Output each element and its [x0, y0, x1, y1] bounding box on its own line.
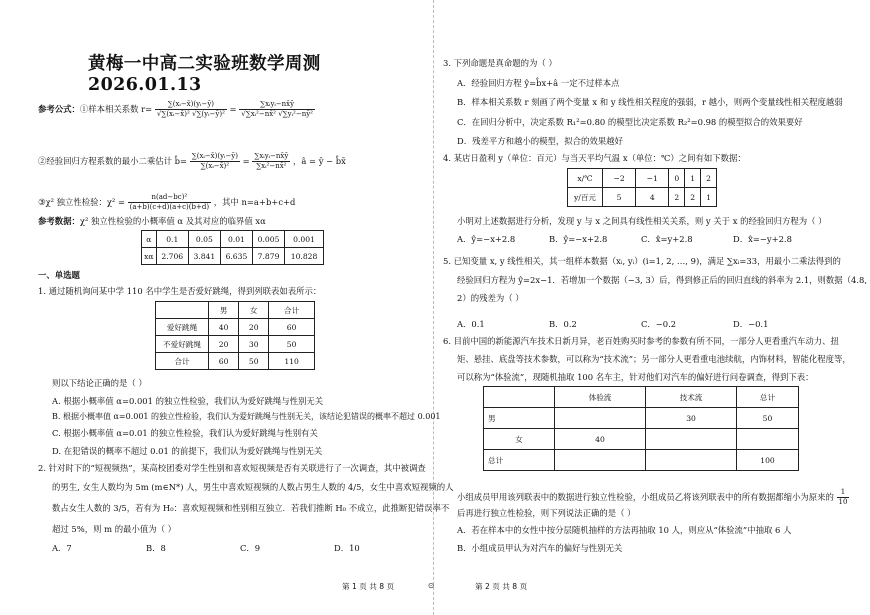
q6-fraction — [837, 488, 850, 507]
q3-option-a: A．经验回归方程 ŷ=b̂x+â 一定不过样本点 — [457, 78, 620, 88]
table-cell: 60 — [209, 353, 239, 370]
table-cell: 10.828 — [285, 248, 324, 265]
footer-mid: ⊙ — [428, 581, 435, 590]
table-row — [156, 353, 315, 370]
q4-stem: 4. 某店日盈利 y（单位：百元）与当天平均气温 x（单位：℃）之间有如下数据： — [443, 153, 746, 163]
table-cell: −1 — [636, 169, 669, 188]
table-row — [484, 408, 799, 429]
q4-option-b: B．ŷ=−x+2.8 — [549, 234, 608, 244]
footer-right: 第 2 页 共 8 页 — [475, 582, 528, 591]
q2-line-4: 超过 5%，则 m 的最小值为（ ） — [52, 524, 177, 534]
table-cell: x/℃ — [568, 169, 603, 188]
q6-frac-numerator: 1 — [837, 488, 850, 498]
q1-option-a: A. 根据小概率值 α=0.001 的独立性检验，我们认为爱好跳绳与性别无关 — [52, 396, 324, 406]
table-cell: 50 — [269, 336, 315, 353]
table-row — [156, 302, 315, 319]
f1-denominator: √∑(xᵢ−x̄)² √∑(yᵢ−ȳ)² — [156, 110, 225, 118]
table-cell: 总计 — [484, 450, 555, 471]
f2-denominator-2: ∑xᵢ²−nx̄² — [256, 162, 287, 170]
table-cell: 2.706 — [156, 248, 188, 265]
formula-2-label: ②经验回归方程系数的最小二乘估计 b̂= — [38, 156, 188, 166]
table-cell: 5 — [603, 188, 636, 207]
table-cell: 20 — [209, 336, 239, 353]
data-text: χ² 独立性检验的小概率值 α 及其对应的临界值 xα — [79, 216, 266, 226]
table-cell — [646, 429, 737, 450]
formula-3 — [38, 193, 295, 212]
q3-option-b: B．样本相关系数 r 刻画了两个变量 x 和 y 线性相关程度的强弱，r 越小，则两个变量线性相关程度越弱 — [457, 97, 843, 107]
f2-denominator: ∑(xᵢ−x̄)² — [200, 162, 230, 170]
table-cell: 1 — [685, 169, 701, 188]
formula-3-tail: ，其中 n=a+b+c+d — [213, 197, 296, 207]
q1-question: 则以下结论正确的是（ ） — [52, 378, 147, 388]
table-cell: 总计 — [737, 387, 799, 408]
q5-line-1: 5. 已知变量 x, y 线性相关，其一组样本数据（xᵢ, yᵢ）(i=1, 2, …, 9)，满足 ∑xᵢ=33，用最小二乘法得到的 — [443, 256, 841, 266]
reference-data — [38, 216, 266, 227]
q5-option-c: C．−0.2 — [641, 319, 677, 329]
q2-option-c: C．9 — [240, 543, 261, 553]
table-cell: 爱好跳绳 — [156, 319, 209, 336]
footer-left: 第 1 页 共 8 页 — [342, 582, 395, 591]
formula-1-fraction-2 — [239, 100, 315, 119]
q2-option-a: A．7 — [52, 543, 72, 553]
q1-table — [155, 301, 315, 370]
table-cell: 3.841 — [188, 248, 220, 265]
table-cell: 0 — [669, 169, 685, 188]
table-cell: 30 — [239, 336, 269, 353]
table-cell — [555, 450, 646, 471]
section-heading: 一、单选题 — [38, 270, 80, 280]
table-cell: 0.001 — [285, 231, 324, 248]
q2-option-d: D．10 — [334, 543, 360, 553]
table-cell: 40 — [555, 429, 646, 450]
q4-option-d: D．x̂=−y+2.8 — [733, 234, 792, 244]
table-cell: 合计 — [156, 353, 209, 370]
table-cell: 60 — [269, 319, 315, 336]
data-label: 参考数据： — [38, 216, 80, 226]
table-cell: 2 — [685, 188, 701, 207]
f3-numerator: n(ad−bc)² — [128, 193, 211, 203]
formula-1: 参考公式：①样本相关系数 r= $\frac{\text{∑(xᵢ−x̄)(yᵢ−ȳ)}}{\text{√∑(xᵢ−x̄)² √∑(yᵢ−ȳ)²}}$ = $\frac{\text{∑xᵢyᵢ−nx̄ȳ}}{\text{√∑xᵢ²−nx̄² √∑yᵢ²−nȳ²}}$ — [38, 100, 313, 118]
right-page — [435, 0, 870, 615]
q6-table — [483, 386, 799, 471]
q4-question: 小明对上述数据进行分析，发现 y 与 x 之间具有线性相关关系，则 y 关于 x 的经验回归方程为（ ） — [457, 216, 827, 226]
q4-option-a: A．ŷ=−x+2.8 — [457, 234, 516, 244]
formula-1-fraction — [155, 100, 227, 119]
table-row — [156, 336, 315, 353]
q6-line-1: 6. 目前中国的新能源汽车技术日新月异，老百姓购买时参考的参数有所不同，一部分人更看重汽车动力、扭 — [443, 336, 839, 346]
formula-2-fraction-2 — [252, 152, 290, 171]
table-cell: 2 — [669, 188, 685, 207]
formula-3-fraction — [128, 193, 211, 212]
table-cell: 体验流 — [555, 387, 646, 408]
table-cell: xα — [142, 248, 157, 265]
table-cell: 2 — [701, 169, 717, 188]
formula-3-label: ③χ² 独立性检验：χ² = — [38, 197, 125, 207]
q5-option-d: D．−0.1 — [733, 319, 769, 329]
q4-table — [567, 168, 717, 207]
table-cell — [484, 387, 555, 408]
table-cell — [555, 408, 646, 429]
table-cell: 7.879 — [252, 248, 284, 265]
q1-stem: 1. 通过随机询问某中学 110 名中学生是否爱好跳绳，得到列联表如表所示： — [38, 286, 322, 296]
table-cell: 女 — [239, 302, 269, 319]
f1-numerator: ∑(xᵢ−x̄)(yᵢ−ȳ) — [155, 100, 227, 110]
table-cell: α — [142, 231, 157, 248]
q6-line-2: 矩、悬挂、底盘等技术参数，可以称为“技术流”；另一部分人更看重电池续航，内饰材料，智能化程度等， — [457, 354, 851, 364]
table-row — [568, 188, 717, 207]
table-cell: 男 — [209, 302, 239, 319]
page-title: 黄梅一中高二实验班数学周测 2026.01.13 — [88, 54, 321, 95]
q6-line-3: 可以称为“体验流”，现随机抽取 100 名车主，针对他们对汽车的偏好进行问卷调查，得到下表： — [457, 372, 814, 382]
table-row — [156, 319, 315, 336]
alpha-row — [142, 231, 324, 248]
f2-numerator-2: ∑xᵢyᵢ−nx̄ȳ — [254, 152, 289, 160]
formula-2: ②经验回归方程系数的最小二乘估计 b̂= $\frac{\text{∑(xᵢ−x̄)(yᵢ−ȳ)}}{\text{∑(xᵢ−x̄)²}}$ = $\frac{\text{∑xᵢyᵢ−nx̄ȳ}}{\text{∑xᵢ²−nx̄²}}$ ，â = ȳ − b̂x̄ — [38, 152, 346, 170]
table-cell: 男 — [484, 408, 555, 429]
table-cell — [737, 429, 799, 450]
q1-option-b: B. 根据小概率值 α=0.001 的独立性检验，我们认为爱好跳绳与性别无关，该结论犯错误的概率不超过 0.001 — [52, 412, 441, 421]
table-cell: 0.005 — [252, 231, 284, 248]
table-cell: 1 — [701, 188, 717, 207]
f3-denominator: (a+b)(c+d)(a+c)(b+d) — [129, 203, 210, 211]
table-cell: y/百元 — [568, 188, 603, 207]
q2-option-b: B．8 — [146, 543, 166, 553]
critical-value-row — [142, 248, 324, 265]
ref-label: 参考公式： — [38, 104, 80, 114]
table-cell: −2 — [603, 169, 636, 188]
table-cell: 4 — [636, 188, 669, 207]
f2-numerator: ∑(xᵢ−x̄)(yᵢ−ȳ) — [191, 152, 238, 160]
q4-option-c: C．x̂=y+2.8 — [641, 234, 693, 244]
table-cell: 0.01 — [220, 231, 252, 248]
q3-option-c: C．在回归分析中，决定系数 R₁²=0.80 的模型比决定系数 R₂²=0.98 的模型拟合的效果要好 — [457, 117, 803, 127]
f1-denominator-2: √∑xᵢ²−nx̄² √∑yᵢ²−nȳ² — [241, 110, 313, 118]
q2-line-1: 2. 针对时下的“短视频热”，某高校团委对学生性别和喜欢短视频是否有关联进行了一次调查，其中被调查 — [38, 463, 426, 473]
table-row — [568, 169, 717, 188]
table-cell: 40 — [209, 319, 239, 336]
table-cell: 50 — [737, 408, 799, 429]
formula-2-fraction — [190, 152, 240, 171]
q3-stem: 3. 下列命题是真命题的为（ ） — [443, 58, 557, 68]
formula-1-label: ①样本相关系数 r= — [79, 104, 153, 114]
table-cell: 合计 — [269, 302, 315, 319]
q1-option-c: C. 根据小概率值 α=0.01 的独立性检验，我们认为爱好跳绳与性别有关 — [52, 428, 318, 438]
q6-line-4-text: 小组成员甲用该列联表中的数据进行独立性检验，小组成员乙将该列联表中的所有数据都缩小为原来的 — [457, 492, 834, 502]
table-cell: 20 — [239, 319, 269, 336]
q5-option-a: A．0.1 — [457, 319, 485, 329]
table-row — [484, 387, 799, 408]
q6-option-b: B．小组成员甲认为对汽车的偏好与性别无关 — [457, 543, 623, 553]
q5-line-3: 2）的残差为（ ） — [457, 293, 524, 303]
table-cell: 110 — [269, 353, 315, 370]
f1-numerator-2: ∑xᵢyᵢ−nx̄ȳ — [239, 100, 315, 110]
table-cell: 30 — [646, 408, 737, 429]
q2-line-2: 的男生, 女生人数均为 5m (m∈N*) 人，男生中喜欢短视频的人数占男生人数的 4/5，女生中喜欢短视频的人 — [52, 482, 454, 492]
q1-option-d: D. 在犯错误的概率不超过 0.01 的前提下，我们认为爱好跳绳与性别无关 — [52, 446, 323, 456]
table-cell: 不爱好跳绳 — [156, 336, 209, 353]
table-cell: 技术流 — [646, 387, 737, 408]
q5-option-b: B．0.2 — [549, 319, 577, 329]
table-cell: 0.05 — [188, 231, 220, 248]
table-cell: 6.635 — [220, 248, 252, 265]
q6-option-a: A．若在样本中的女性中按分层随机抽样的方法再抽取 10 人，则应从“体验流”中抽取 6 人 — [457, 525, 792, 535]
q3-option-d: D．残差平方和越小的模型，拟合的效果越好 — [457, 136, 623, 146]
alpha-table — [141, 230, 324, 265]
q6-line-4 — [457, 488, 849, 507]
table-row — [484, 429, 799, 450]
table-cell: 女 — [484, 429, 555, 450]
table-cell — [646, 450, 737, 471]
formula-2-tail: ，â = ȳ − b̂x̄ — [293, 156, 346, 166]
table-row — [484, 450, 799, 471]
q6-line-5: 后再进行独立性检验，则下列说法正确的是（ ） — [457, 508, 636, 518]
table-cell: 50 — [239, 353, 269, 370]
q2-line-3: 数占女生人数的 3/5，若有为 H₀：喜欢短视频和性别相互独立．若我们推断 H₀ 不成立，此推断犯错误率不 — [52, 503, 450, 513]
table-cell: 0.1 — [156, 231, 188, 248]
q6-frac-denominator: 10 — [838, 498, 848, 506]
q5-line-2: 经验回归方程为 ŷ=2x−1．若增加一个数据（−3, 3）后，得到修正后的回归直线的斜率为 2.1，则数据（4.8, — [457, 275, 868, 285]
table-cell: 100 — [737, 450, 799, 471]
table-cell — [156, 302, 209, 319]
